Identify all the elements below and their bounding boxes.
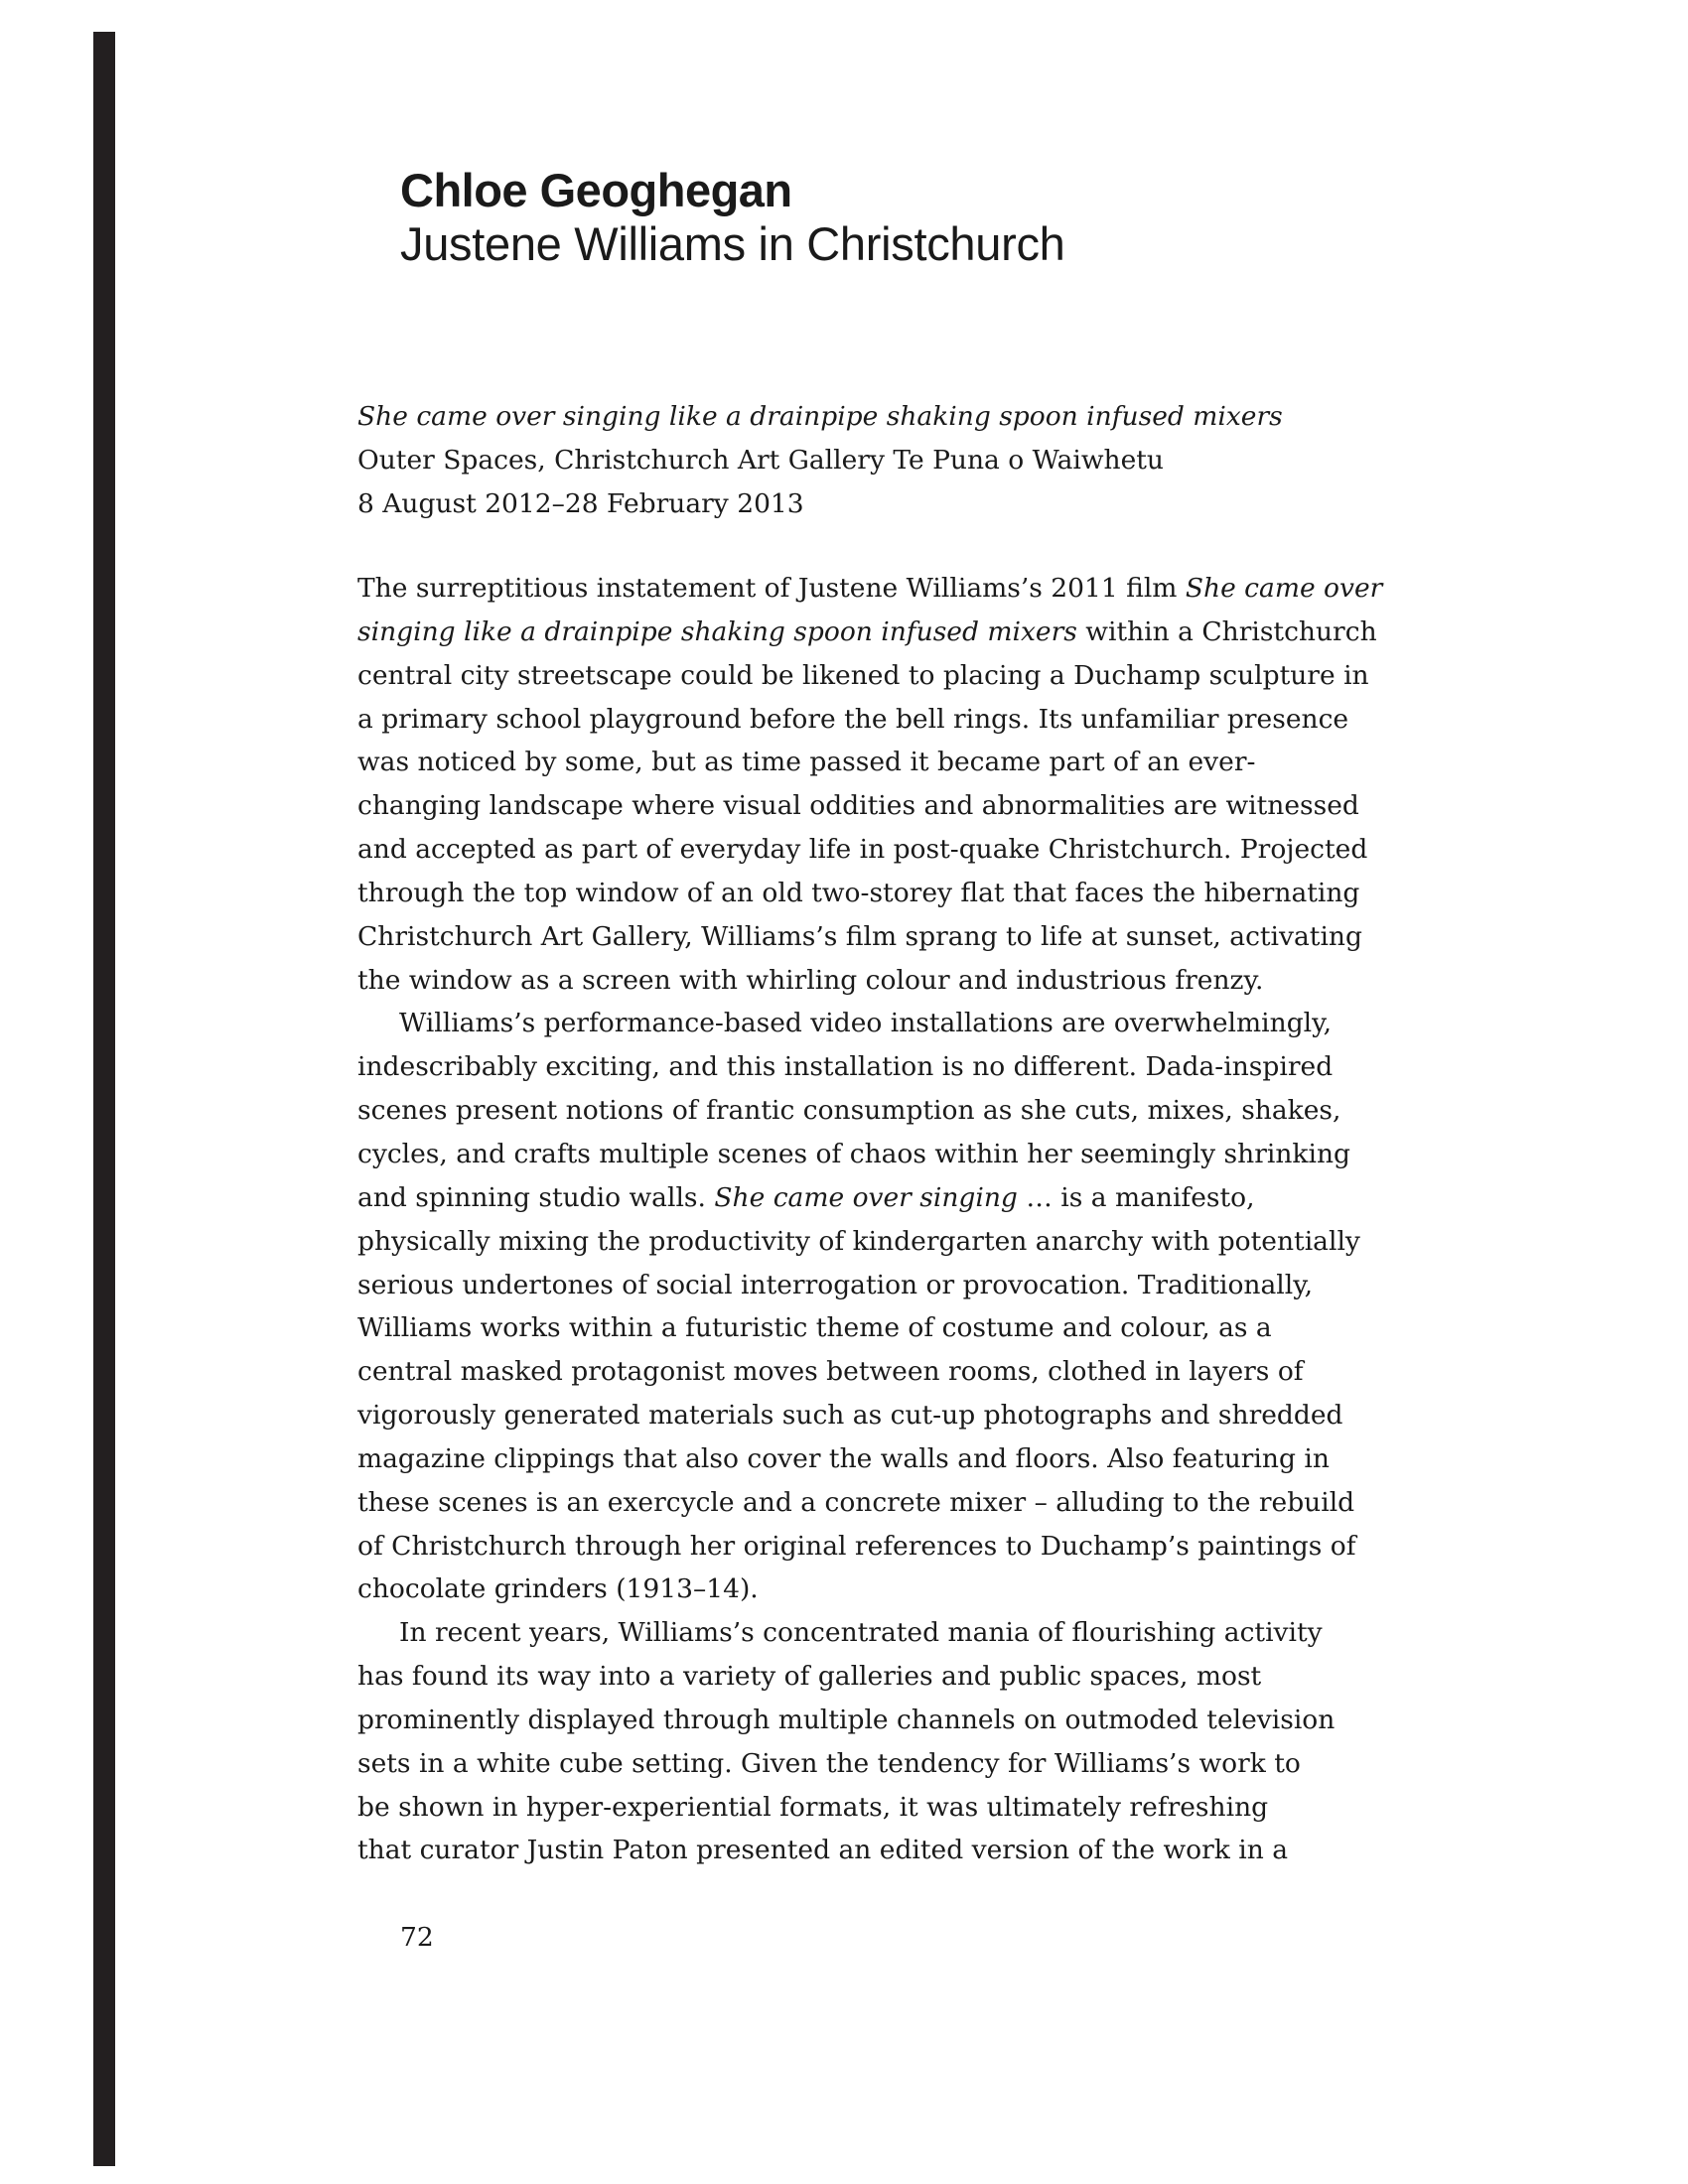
exhibition-dates: 8 August 2012–28 February 2013 [357, 488, 804, 519]
text-run: The surreptitious instatement of Justene Williams’s 2011 film [357, 573, 1186, 604]
text-line: a primary school playground before the bell rings. Its unfamiliar presence [357, 703, 1349, 735]
paragraph-1 [357, 567, 1390, 1002]
text-line: Williams works within a futuristic theme of costume and colour, as a [357, 1312, 1272, 1344]
text-line: the window as a screen with whirling colour and industrious frenzy. [357, 964, 1264, 996]
text-line: vigorously generated materials such as cut-up photographs and shredded [357, 1400, 1343, 1432]
text-line: and accepted as part of everyday life in post-quake Christchurch. Projected [357, 834, 1368, 866]
text-line: Christchurch Art Gallery, Williams’s film sprang to life at sunset, activating [357, 920, 1362, 952]
text-line: scenes present notions of frantic consumption as she cuts, mixes, shakes, [357, 1095, 1341, 1127]
article-title: Justene Williams in Christchurch [400, 217, 1065, 270]
text-line: these scenes is an exercycle and a concrete mixer – alluding to the rebuild [357, 1486, 1355, 1518]
text-run: and spinning studio walls. [357, 1181, 715, 1213]
exhibition-venue: Outer Spaces, Christchurch Art Gallery Te Puna o Waiwhetu [357, 445, 1165, 476]
text-line [357, 1176, 1390, 1220]
text-line: of Christchurch through her original references to Duchamp’s paintings of [357, 1530, 1356, 1562]
text-line: central masked protagonist moves between rooms, clothed in layers of [357, 1356, 1304, 1388]
text-line: that curator Justin Paton presented an edited version of the work in a [357, 1835, 1289, 1866]
exhibition-details [357, 395, 1390, 526]
italic-film-title: She came over singing [714, 1181, 1018, 1213]
text-line: through the top window of an old two-storey flat that faces the hibernating [357, 877, 1360, 908]
text-run: … is a manifesto, [1017, 1181, 1255, 1213]
exhibition-work-title: She came over singing like a drainpipe shaking spoon infused mixers [357, 401, 1283, 432]
text-line: Williams’s performance-based video installations are overwhelmingly, [399, 1008, 1333, 1039]
text-line: serious undertones of social interrogation or provocation. Traditionally, [357, 1269, 1314, 1300]
italic-film-title: singing like a drainpipe shaking spoon infused mixers [357, 615, 1077, 647]
text-line: has found its way into a variety of galleries and public spaces, most [357, 1661, 1262, 1693]
text-line: chocolate grinders (1913–14). [357, 1573, 759, 1605]
text-line: sets in a white cube setting. Given the tendency for Williams’s work to [357, 1747, 1301, 1779]
text-line: be shown in hyper-experiential formats, it was ultimately refreshing [357, 1791, 1269, 1823]
text-line [357, 611, 1390, 654]
paragraph-3 [357, 1611, 1390, 1872]
text-line: indescribably exciting, and this installation is no different. Dada-inspired [357, 1051, 1334, 1083]
article-body [357, 567, 1390, 1872]
page-edge-bar [93, 32, 115, 2166]
text-line: magazine clippings that also cover the walls and floors. Also featuring in [357, 1442, 1330, 1474]
italic-film-title: She came over [1185, 573, 1383, 604]
author-name: Chloe Geoghegan [400, 164, 792, 216]
page-number: 72 [400, 1922, 434, 1953]
text-run: within a Christchurch [1076, 615, 1377, 647]
article-header [400, 164, 1393, 271]
text-line: cycles, and crafts multiple scenes of chaos within her seemingly shrinking [357, 1138, 1350, 1169]
text-line: prominently displayed through multiple channels on outmoded television [357, 1704, 1336, 1735]
text-line: central city streetscape could be likened to placing a Duchamp sculpture in [357, 659, 1369, 691]
text-line [357, 567, 1390, 611]
text-line: In recent years, Williams’s concentrated mania of flourishing activity [399, 1617, 1323, 1649]
text-line: was noticed by some, but as time passed it became part of an ever- [357, 747, 1256, 778]
text-line: physically mixing the productivity of kindergarten anarchy with potentially [357, 1225, 1360, 1257]
paragraph-2 [357, 1002, 1390, 1611]
text-line: changing landscape where visual oddities and abnormalities are witnessed [357, 790, 1359, 822]
